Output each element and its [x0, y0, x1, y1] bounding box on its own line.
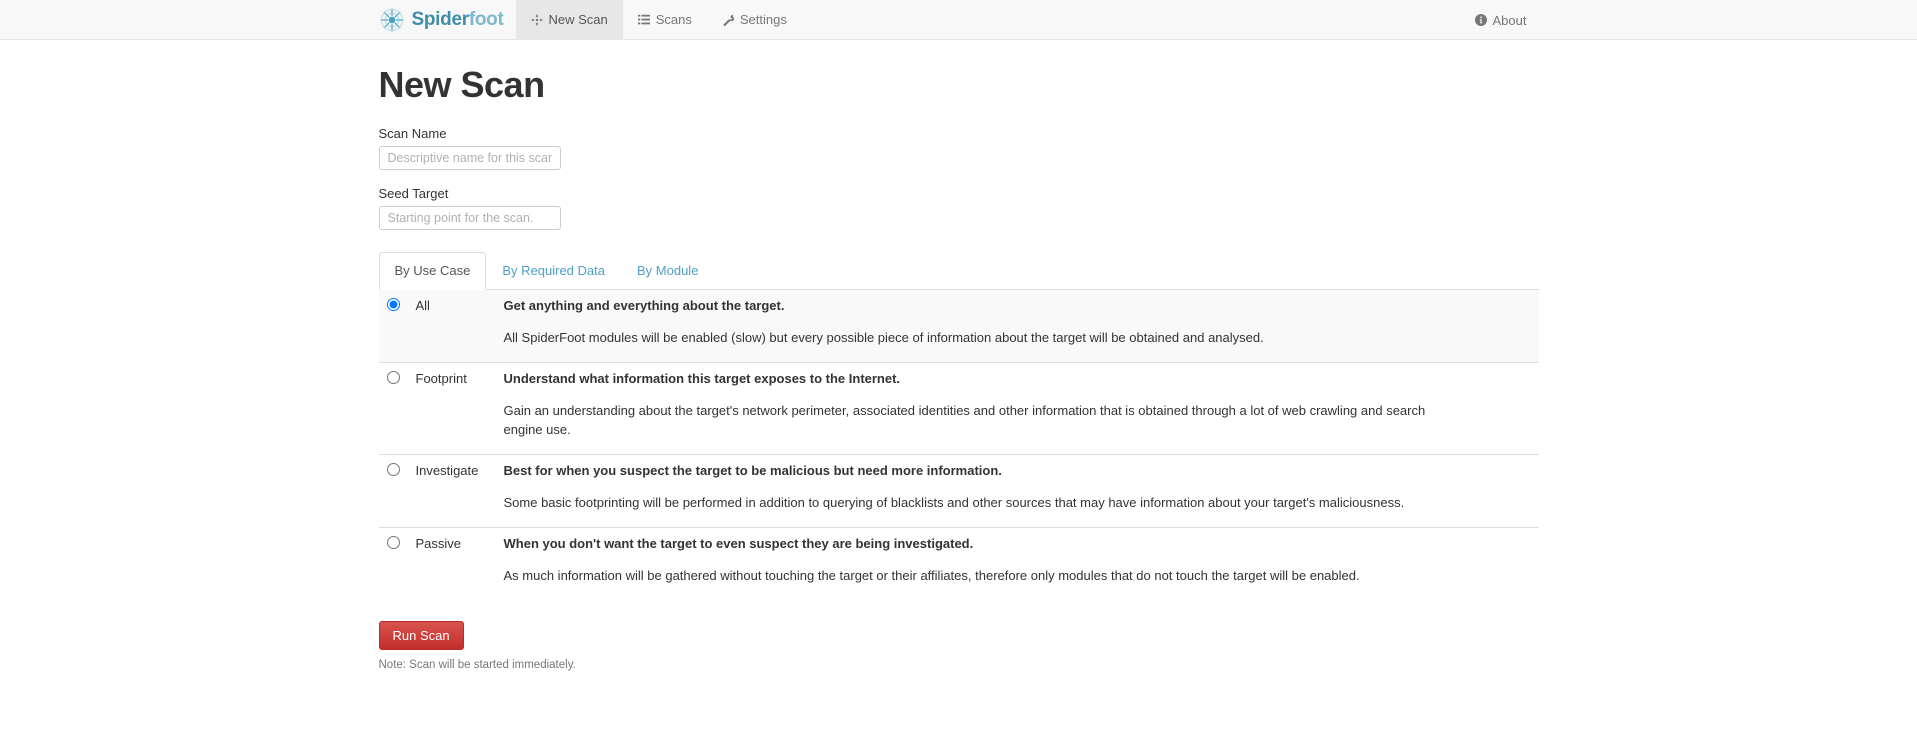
use-case-table [379, 290, 1539, 599]
run-scan-note: Note: Scan will be started immediately. [378, 659, 576, 672]
run-scan-button[interactable]: Run Scan [379, 621, 464, 650]
use-case-radio-cell-footprint [379, 363, 408, 455]
use-case-body-investigate: Some basic footprinting will be performed in addition to querying of blacklists and other sources that may have information about your target's maliciousness. [503, 494, 1405, 510]
scan-name-label: Scan Name [378, 126, 447, 141]
list-icon [638, 14, 650, 26]
crosshair-icon [531, 14, 543, 26]
wrench-icon [722, 14, 734, 26]
use-case-title-footprint: Understand what information this target exposes to the Internet. [503, 371, 901, 387]
use-case-body-footprint: Gain an understanding about the target's network perimeter, associated identities and other information that is obtained through a lot of web crawling and search engine use. [503, 403, 1426, 437]
scan-name-input[interactable] [379, 146, 561, 170]
nav-link-settings[interactable] [707, 0, 802, 40]
use-case-name-investigate: Investigate [408, 454, 496, 527]
use-case-desc-passive [496, 527, 1539, 599]
use-case-desc-footprint [496, 363, 1539, 455]
nav-link-about[interactable] [1463, 0, 1539, 40]
main-container [379, 64, 1539, 711]
use-case-name-all: All [408, 290, 496, 362]
nav-link-scans[interactable] [623, 0, 707, 40]
scan-name-group [379, 126, 1539, 170]
seed-target-label: Seed Target [378, 186, 449, 201]
use-case-radio-footprint[interactable] [387, 371, 400, 384]
use-case-title-all: Get anything and everything about the target. [503, 298, 785, 314]
tab-link-by-module[interactable]: By Module [637, 263, 699, 278]
tab-link-by-required-data[interactable]: By Required Data [502, 263, 605, 278]
use-case-row-all[interactable] [379, 290, 1539, 362]
use-case-radio-passive[interactable] [387, 536, 400, 549]
use-case-desc-investigate [496, 454, 1539, 527]
info-circle-icon [1475, 14, 1487, 26]
nav-item-settings[interactable] [707, 0, 802, 39]
tab-by-required-data[interactable] [486, 252, 621, 290]
top-navbar [0, 0, 1917, 40]
brand-logo-link[interactable] [379, 0, 516, 40]
brand-title-first: Spider [411, 9, 469, 30]
use-case-title-investigate: Best for when you suspect the target to be malicious but need more information. [503, 462, 1002, 478]
use-case-radio-cell-passive [379, 527, 408, 599]
brand-title-second: foot [468, 9, 504, 30]
use-case-row-footprint[interactable] [379, 363, 1539, 455]
run-scan-section [379, 621, 1539, 671]
use-case-name-footprint: Footprint [408, 363, 496, 455]
tab-by-module[interactable] [621, 252, 714, 290]
use-case-radio-investigate[interactable] [387, 463, 400, 476]
use-case-radio-cell-all [379, 290, 408, 362]
page-title: New Scan [378, 64, 545, 105]
use-case-desc-all [496, 290, 1539, 362]
seed-target-input[interactable] [379, 206, 561, 230]
nav-label-scans: Scans [655, 12, 692, 27]
use-case-body-all: All SpiderFoot modules will be enabled (slow) but every possible piece of information about the target will be obtained and analysed. [503, 330, 1264, 346]
use-case-row-investigate[interactable] [379, 454, 1539, 527]
nav-item-scans[interactable] [623, 0, 707, 39]
brand-title [412, 9, 504, 31]
nav-label-new-scan: New Scan [548, 12, 608, 27]
scan-config-tabs [379, 252, 1539, 290]
tab-link-by-use-case[interactable]: By Use Case [379, 252, 487, 290]
use-case-radio-all[interactable] [387, 298, 400, 311]
use-case-body-passive: As much information will be gathered without touching the target or their affiliates, therefore only modules that do not touch the target will be enabled. [503, 567, 1360, 583]
use-case-name-passive: Passive [408, 527, 496, 599]
nav-label-settings: Settings [739, 12, 787, 27]
nav-right [1463, 0, 1539, 40]
seed-target-group [379, 186, 1539, 230]
use-case-title-passive: When you don't want the target to even suspect they are being investigated. [503, 535, 974, 551]
spiderfoot-logo-icon [379, 7, 405, 33]
nav-label-about: About [1492, 12, 1527, 28]
nav-item-new-scan[interactable] [516, 0, 623, 39]
use-case-radio-cell-investigate [379, 454, 408, 527]
tab-by-use-case[interactable] [379, 252, 487, 290]
nav-link-new-scan[interactable] [516, 0, 623, 40]
nav-links [516, 0, 802, 39]
use-case-row-passive[interactable] [379, 527, 1539, 599]
